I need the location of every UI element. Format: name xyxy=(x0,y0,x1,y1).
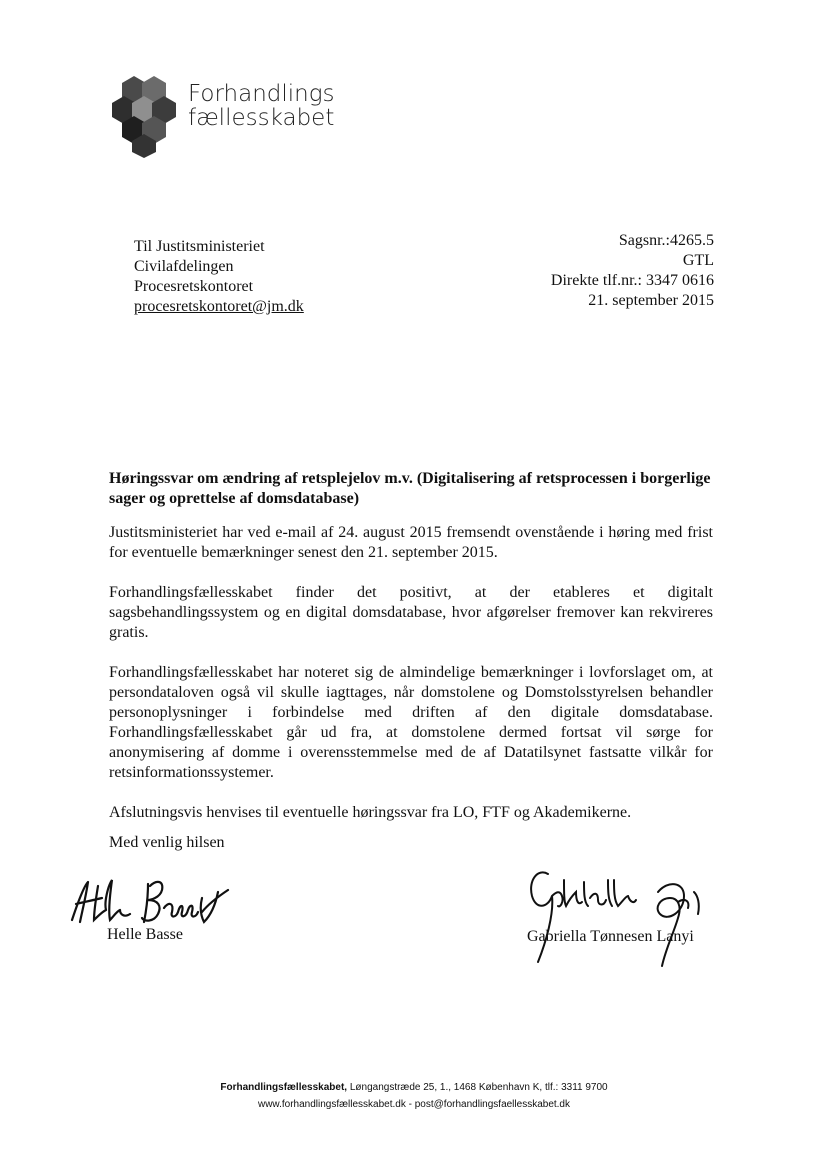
letter-body xyxy=(109,469,713,843)
signatory-2-name: Gabriella Tønnesen Lanyi xyxy=(527,928,694,945)
letter-footer xyxy=(0,1079,828,1113)
closing-greeting: Med venlig hilsen xyxy=(109,834,225,851)
recipient-address xyxy=(134,237,304,317)
paragraph-2: Forhandlingsfællesskabet finder det positivt, at der etableres et digitalt sagsbehandlingssystem og en digital domsdatabase, hvor afgørelser fremover kan rekvireres gratis. xyxy=(109,584,713,641)
organization-logo xyxy=(112,72,372,158)
footer-org-name: Forhandlingsfællesskabet, xyxy=(220,1082,348,1093)
footer-separator: - xyxy=(408,1099,412,1110)
footer-contact-line xyxy=(0,1096,828,1113)
paragraph-3: Forhandlingsfællesskabet har noteret sig de almindelige bemærkninger i lovforslaget om, at persondataloven også vil skulle iagttages, når domstolene og Domstolsstyrelsen behandler personoplysninger i forbindelse med driften af den digitale domsdatabase. Forhandlingsfællesskabet går ud fra, at domstolene dermed fortsat vil sørge for anonymisering af domme i overensstemmelse med de af Datatilsynet fastsatte vilkår for retsinformationssystemer. xyxy=(109,664,713,781)
paragraph-4: Afslutningsvis henvises til eventuelle høringssvar fra LO, FTF og Akademikerne. xyxy=(109,804,632,821)
logo-line-1: Forhandlings xyxy=(188,81,335,107)
recipient-line-3: Procesretskontoret xyxy=(134,278,254,295)
sender-initials: GTL xyxy=(682,252,714,269)
footer-website-link[interactable]: www.forhandlingsfællesskabet.dk xyxy=(257,1099,406,1110)
logo-wordmark xyxy=(188,82,335,130)
logo-line-2: fællesskabet xyxy=(188,105,335,131)
paragraph-1: Justitsministeriet har ved e-mail af 24. august 2015 fremsendt ovenstående i høring med frist for eventuelle bemærkninger senest den 21. september 2015. xyxy=(109,524,713,561)
signature-gabriella-lanyi xyxy=(518,862,718,972)
case-metadata xyxy=(551,231,714,311)
signature-helle-basse xyxy=(64,872,234,932)
case-number: Sagsnr.:4265.5 xyxy=(618,232,714,249)
recipient-email-link[interactable]: procesretskontoret@jm.dk xyxy=(134,298,304,315)
footer-email-link[interactable]: post@forhandlingsfaellesskabet.dk xyxy=(414,1099,570,1110)
letter-date: 21. september 2015 xyxy=(588,292,714,309)
recipient-line-2: Civilafdelingen xyxy=(134,258,234,275)
footer-address: Løngangstræde 25, 1., 1468 København K, tlf.: 3311 9700 xyxy=(349,1082,608,1093)
signatory-1-name: Helle Basse xyxy=(107,926,183,943)
letter-subject: Høringssvar om ændring af retsplejelov m.v. (Digitalisering af retsprocessen i borgerlige sager og oprettelse af domsdatabase) xyxy=(109,470,711,507)
direct-phone: Direkte tlf.nr.: 3347 0616 xyxy=(550,272,714,289)
hexagon-cluster-icon xyxy=(112,72,182,158)
footer-address-line xyxy=(0,1079,828,1096)
recipient-line-1: Til Justitsministeriet xyxy=(134,238,265,255)
